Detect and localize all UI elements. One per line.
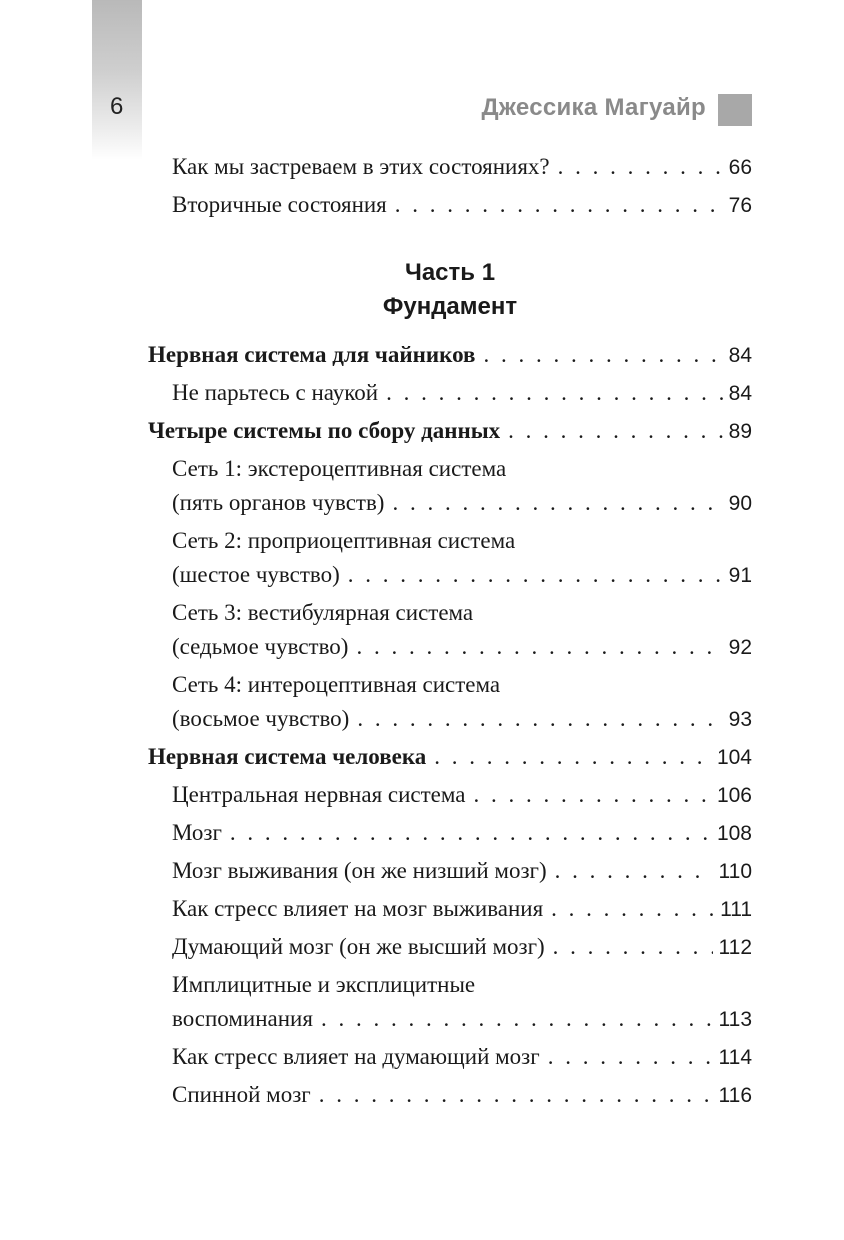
toc-entry-page: 112	[718, 936, 752, 959]
toc-entry-page: 89	[728, 420, 752, 443]
toc-entry[interactable]	[148, 188, 752, 223]
toc-entry-title-line1: Сеть 2: проприоцептивная система	[172, 528, 516, 553]
toc-entry-page: 90	[728, 492, 752, 515]
dot-leader	[392, 486, 722, 520]
dot-leader	[434, 740, 711, 774]
dot-leader	[508, 414, 722, 448]
toc-entry-title-line1: Имплицитные и эксплицитные	[172, 972, 476, 997]
toc-entry[interactable]	[148, 668, 752, 737]
toc-entry-page: 104	[716, 746, 752, 769]
part-title: Фундамент	[382, 293, 518, 320]
toc-entry-page: 92	[728, 636, 752, 659]
toc-entry[interactable]	[148, 968, 752, 1037]
dot-leader	[553, 930, 713, 964]
toc-entry-title: Нервная система для чайников	[148, 342, 476, 367]
dot-leader	[230, 816, 711, 850]
toc-entry-page: 113	[718, 1008, 752, 1031]
toc-entry-title: Вторичные состояния	[172, 192, 387, 217]
toc-section-entry[interactable]	[148, 338, 752, 373]
toc-entry[interactable]	[148, 854, 752, 889]
toc-entry-page: 114	[718, 1046, 752, 1069]
toc-entry[interactable]	[148, 376, 752, 411]
toc-entry[interactable]	[148, 596, 752, 665]
toc-entry-title: Центральная нервная система	[172, 782, 466, 807]
toc-entry-title-line1: Сеть 4: интероцептивная система	[172, 672, 501, 697]
toc-entry-page: 76	[728, 194, 752, 217]
toc-entry-page: 110	[718, 860, 752, 883]
dot-leader	[555, 854, 713, 888]
toc-entry-page: 111	[720, 898, 752, 921]
dot-leader	[386, 376, 723, 410]
toc-entry-title: (седьмое чувство)	[172, 634, 349, 659]
toc-entry[interactable]	[148, 1078, 752, 1113]
dot-leader	[395, 188, 723, 222]
toc-entry-title: (восьмое чувство)	[172, 706, 350, 731]
toc-entry-page: 108	[716, 822, 752, 845]
toc-entry-title: воспоминания	[172, 1006, 313, 1031]
page-corner-tab	[92, 0, 142, 160]
toc-entry[interactable]	[148, 1040, 752, 1075]
part-label: Часть 1	[404, 259, 496, 286]
dot-leader	[357, 702, 722, 736]
toc-entry-title: (пять органов чувств)	[172, 490, 385, 515]
toc-entry-title: Четыре системы по сбору данных	[148, 418, 501, 443]
toc-entry-page: 106	[716, 784, 752, 807]
toc-entry[interactable]	[148, 778, 752, 813]
dot-leader	[474, 778, 711, 812]
dot-leader	[558, 150, 723, 184]
toc-entry[interactable]	[148, 452, 752, 521]
running-head-block	[718, 94, 752, 126]
toc-entry-title-line1: Сеть 1: экстероцептивная система	[172, 456, 507, 481]
toc-section-entry[interactable]	[148, 414, 752, 449]
toc-entry-page: 91	[728, 564, 752, 587]
toc-entry-title: Как стресс влияет на думающий мозг	[172, 1044, 540, 1069]
toc-entry-title-line1: Сеть 3: вестибулярная система	[172, 600, 474, 625]
toc-entry-title: Как мы застреваем в этих состояниях?	[172, 154, 550, 179]
toc-entry[interactable]	[148, 150, 752, 185]
toc-entry-page: 84	[728, 344, 752, 367]
toc-entry-page: 93	[728, 708, 752, 731]
toc-entry-title: Мозг	[172, 820, 222, 845]
dot-leader	[483, 338, 722, 372]
dot-leader	[551, 892, 714, 926]
toc-part-1-list	[148, 338, 752, 1116]
toc-entry-title: Нервная система человека	[148, 744, 427, 769]
toc-entry-page: 116	[718, 1084, 752, 1107]
dot-leader	[356, 630, 722, 664]
dot-leader	[321, 1002, 713, 1036]
toc-intro-list	[148, 150, 752, 226]
toc-entry[interactable]	[148, 524, 752, 593]
part-heading	[148, 256, 752, 324]
toc-section-entry[interactable]	[148, 740, 752, 775]
toc-entry[interactable]	[148, 892, 752, 927]
toc-entry-page: 84	[728, 382, 752, 405]
page-number: 6	[110, 93, 124, 120]
toc-entry[interactable]	[148, 816, 752, 851]
dot-leader	[319, 1078, 713, 1112]
toc-entry-title: Спинной мозг	[172, 1082, 311, 1107]
toc-entry-title: Думающий мозг (он же высший мозг)	[172, 934, 545, 959]
toc-entry-title: Мозг выживания (он же низший мозг)	[172, 858, 547, 883]
dot-leader	[348, 558, 723, 592]
toc-entry-page: 66	[728, 156, 752, 179]
toc-entry-title: Не парьтесь с наукой	[172, 380, 379, 405]
dot-leader	[548, 1040, 713, 1074]
toc-entry-title: (шестое чувство)	[172, 562, 340, 587]
toc-entry[interactable]	[148, 930, 752, 965]
toc-entry-title: Как стресс влияет на мозг выживания	[172, 896, 544, 921]
running-head-author: Джессика Магуайр	[481, 94, 706, 121]
